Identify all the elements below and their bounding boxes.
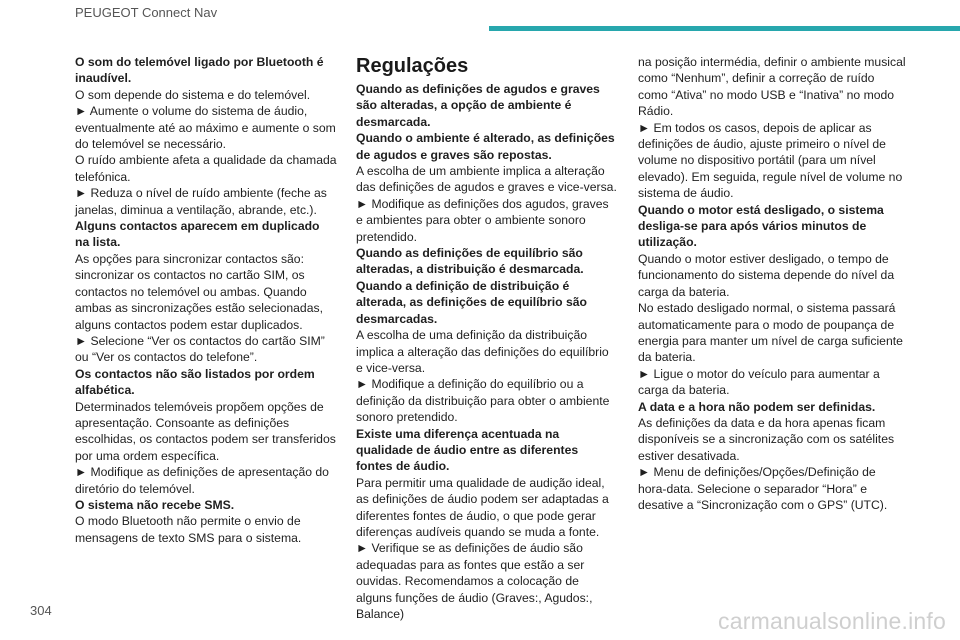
section-heading: Regulações	[356, 55, 469, 77]
paragraph: ► Modifique as definições de apresentação do diretório do telemóvel.	[75, 465, 329, 496]
paragraph: No estado desligado normal, o sistema passará automaticamente para o modo de poupança de energia para manter um nível de carga suficiente da bateria.	[638, 301, 903, 365]
question-heading: Quando as definições de agudos e graves são alteradas, a opção de ambiente é desmarcada.	[356, 82, 600, 129]
paragraph: ► Modifique as definições dos agudos, graves e ambientes para obter o ambiente sonoro pretendido.	[356, 196, 609, 244]
paragraph: ► Em todos os casos, depois de aplicar as definições de áudio, ajuste primeiro o nível de volume no dispositivo portátil (para um nível elevado). Em seguida, regule nível de volume no sistema de áudio.	[638, 120, 903, 201]
question-heading: O sistema não recebe SMS.	[75, 497, 235, 512]
paragraph: ► Verifique se as definições de áudio são adequadas para as fontes que estão a ser ouvidas. Recomendamos a colocação de alguns funções de áudio (Graves:, Agudos:, Balance)	[356, 541, 593, 621]
paragraph: A escolha de um ambiente implica a alteração das definições de agudos e graves e vice-versa.	[356, 164, 617, 195]
paragraph: O som depende do sistema e do telemóvel.	[75, 87, 311, 102]
header-accent-bar	[489, 26, 960, 31]
question-heading: Quando o ambiente é alterado, as definições de agudos e graves são repostas.	[356, 131, 615, 162]
paragraph: A escolha de uma definição da distribuição implica a alteração das definições do equilíbrio e vice-versa.	[356, 328, 609, 375]
paragraph: ► Reduza o nível de ruído ambiente (feche as janelas, diminua a ventilação, abrande, etc.).	[75, 186, 327, 217]
paragraph: Para permitir uma qualidade de audição ideal, as definições de áudio podem ser adaptadas a diferentes fontes de áudio, o que pode gerar diferenças audíveis quando se muda a fonte.	[356, 475, 609, 539]
paragraph: Quando o motor estiver desligado, o tempo de funcionamento do sistema depende do nível da carga da bateria.	[638, 251, 895, 299]
question-heading: Quando as definições de equilíbrio são alteradas, a distribuição é desmarcada.	[356, 246, 584, 277]
question-heading: O som do telemóvel ligado por Bluetooth é inaudível.	[75, 55, 324, 86]
column-right	[638, 54, 906, 513]
question-heading: Existe uma diferença acentuada na qualidade de áudio entre as diferentes fontes de áudio.	[356, 426, 579, 474]
paragraph: As opções para sincronizar contactos são: sincronizar os contactos no cartão SIM, os contactos no telemóvel ou ambas. Quando ambas as sincronizações estão selecionadas, alguns contactos podem estar duplicados.	[75, 251, 323, 332]
question-heading: A data e a hora não podem ser definidas.	[638, 399, 876, 414]
column-left	[75, 54, 337, 546]
page-number: 304	[30, 603, 52, 618]
question-heading: Quando o motor está desligado, o sistema desliga-se para após vários minutos de utilização.	[638, 202, 884, 250]
header-title: PEUGEOT Connect Nav	[75, 5, 218, 20]
question-heading: Os contactos não são listados por ordem alfabética.	[75, 366, 315, 398]
watermark: carmanualsonline.info	[718, 608, 946, 634]
paragraph: O ruído ambiente afeta a qualidade da chamada telefónica.	[75, 153, 337, 184]
question-heading: Quando a definição de distribuição é alterada, as definições de equilíbrio são desmarcadas.	[356, 278, 587, 326]
paragraph: Determinados telemóveis propõem opções de apresentação. Consoante as definições escolhidas, os contactos podem ser transferidos por uma ordem específica.	[75, 399, 336, 463]
paragraph: O modo Bluetooth não permite o envio de mensagens de texto SMS para o sistema.	[75, 514, 302, 545]
paragraph: ► Aumente o volume do sistema de áudio, eventualmente até ao máximo e aumente o som do telemóvel se necessário.	[75, 104, 336, 152]
paragraph: ► Selecione “Ver os contactos do cartão SIM” ou “Ver os contactos do telefone”.	[75, 333, 325, 365]
question-heading: Alguns contactos aparecem em duplicado na lista.	[75, 219, 320, 250]
paragraph: ► Modifique a definição do equilíbrio ou a definição da distribuição para obter o ambiente sonoro pretendido.	[356, 377, 610, 425]
paragraph: As definições da data e da hora apenas ficam disponíveis se a sincronização com os satélites estiver desativada.	[638, 415, 895, 463]
column-middle	[356, 54, 618, 622]
paragraph: ► Menu de definições/Opções/Definição de hora-data. Selecione o separador “Hora” e desative a “Sincronização com o GPS” (UTC).	[638, 465, 888, 512]
paragraph: na posição intermédia, definir o ambiente musical como “Nenhum”, definir a correção de ruído como “Ativa” no modo USB e “Inativa” no modo Rádio.	[638, 55, 906, 119]
paragraph: ► Ligue o motor do veículo para aumentar a carga da bateria.	[638, 366, 880, 398]
